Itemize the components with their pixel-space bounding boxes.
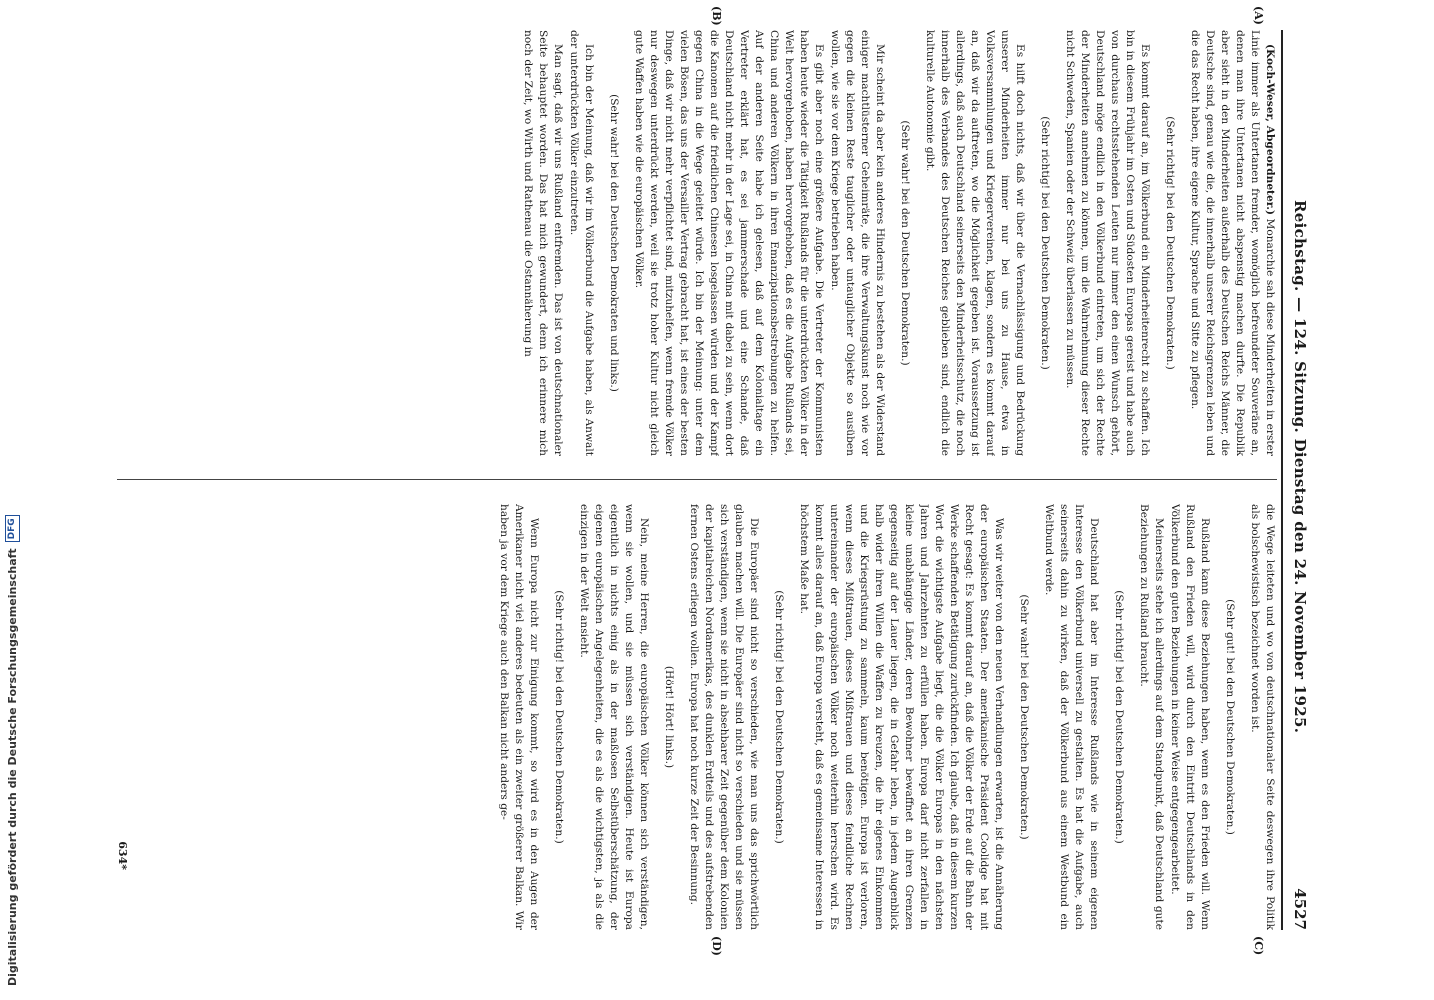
- scanned-page: [105, 6, 1315, 956]
- speech-paragraph: Man sagt, daß wir uns Rußland entfremden. Das ist von deutschnationaler Seite behauptet worden. Das hat mich gewundert, denn ich erinnere mich noch der Zeit, wo Wirth und Rathenau die Ostannäherung in: [522, 30, 564, 456]
- interjection: (Sehr richtig! bei den Deutschen Demokraten.): [1039, 116, 1051, 370]
- digitization-credit: [0, 0, 24, 1000]
- speech-paragraph: Rußland kann diese Beziehungen haben, wenn es den Frieden will. Wenn Rußland den Frieden will, wird durch den Eintritt Deutschlands in den Völkerbund den guten Beziehungen in keiner Weise entgegengearbeitet.: [1169, 504, 1211, 930]
- interjection: (Hört! Hört! links.): [663, 665, 675, 769]
- speech-paragraph: Nein, meine Herren, die europäischen Völker können sich verständigen, wenn sie wollen, und sie müssen sich verständigen. Heute ist Europa eigentlich in nichts einig als in der maßlosen Selbstüberschätzung, der eigenen europäischen Angelegenheiten, die es als die wichtigsten, ja als die einzigen in der Welt ansieht.: [578, 504, 650, 930]
- interjection: (Sehr wahr! bei den Deutschen Demokraten.): [1018, 594, 1030, 840]
- speaker-name: (Koch-Weser, Abgeordneter.): [1264, 44, 1276, 216]
- margin-marker-d: (D): [710, 936, 723, 956]
- margin-marker-b: (B): [710, 6, 723, 26]
- interjection: (Sehr wahr! bei den Deutschen Demokraten und links.): [608, 94, 620, 392]
- speech-paragraph: Was wir weiter von den neuen Verhandlungen erwarten, ist die Annäherung der europäischen Staaten. Der amerikanische Präsident Coolidge hat mit Recht gesagt: Es kommt darauf an, daß die Völker der Erde auf die Bahn der Werke schaffenden Betätigung zurückfinden. Ich glaube, daß in diesem kurzen Wort die wichtigste Aufgabe liegt, die die Völker Europas in den nächsten Jahren und Jahrzehnten zu erfüllen haben. Europa darf nicht zerfallen in kleine unabhängige Länder, deren Bewohner bewaffnet an ihren Grenzen gegenseitig auf der Lauer liegen, die in Gefahr leben, in jedem Augenblick halb wider ihren Willen die Waffen zu kreuzen, die ihr eigenes Einkommen und die Kriegsrüstung zu sammeln, kaum benötigen. Europa ist verloren, wenn dieses Mißtrauen, dieses Mißtrauen und dieses feindliche Rechnen untereinander der europäischen Völker noch weiterhin herrschen wird. Es kommt alles darauf an, daß Europa versteht, daß es gemeinsame Interessen in höchstem Maße hat.: [798, 504, 1005, 930]
- text-column-left: [111, 30, 1277, 456]
- margin-marker-c: (C): [1252, 936, 1265, 956]
- speech-paragraph: Es kommt darauf an, im Völkerbund ein Minderheitenrecht zu schaffen. Ich bin in diesem Frühjahr im Osten und Südosten Europas gereist und habe auch von durchaus rechtsstehenden Leuten nur immer den einen Wunsch gehört, Deutschland möge endlich in den Völkerbund eintreten, um sich der Rechte der Minderheiten annehmen zu können, um die Wahrnehmung dieser Rechte nicht Schweden, Spanien oder der Schweiz überlassen zu müssen.: [1064, 30, 1151, 456]
- interjection: (Sehr richtig! bei den Deutschen Demokraten.): [1164, 116, 1176, 370]
- interjection: (Sehr gut! bei den Deutschen Demokraten.): [1224, 599, 1236, 835]
- credit-text: Digitalisierung gefördert durch die Deutsche Forschungsgemeinschaft: [5, 548, 19, 986]
- speech-text: Monarchie sah diese Minderheiten in erster Linie immer als Untertanen fremder, womöglich befreundeter Souveräne an, denen man ihre Untertanen nicht abspenstig machen durfte. Die Republik aber sieht in den Minderheiten außerhalb des Deutschen Reichs Männer, die Deutsche sind, genau wie die, die innerhalb unserer Reichsgrenzen leben und die das Recht haben, ihre eigene Kultur, Sprache und Sitte zu pflegen.: [1189, 30, 1276, 456]
- speech-paragraph: Mir scheint da aber kein anderes Hindernis zu bestehen als der Widerstand einiger machtlüsterner Geheimräte, die ihre Verwaltungskunst noch wie vor gegen die kleinen Reste tauglicher oder untauglicher Objekte so ausüben wollen, wie sie vor dem Kriege betrieben haben.: [829, 30, 886, 456]
- speech-paragraph: die Wege leiteten und wo von deutschnationaler Seite deswegen ihre Politik als bolschewistisch bezeichnet worden ist.: [1249, 504, 1276, 930]
- speech-paragraph: Es gibt aber noch eine größere Aufgabe. Die Vertreter der Kommunisten haben heute wieder die Tätigkeit Rußlands für die unterdrückten Völker in der Welt hervorgehoben, haben hervorgehoben, daß es die Aufgabe Rußlands sei, China und anderen Völkern in ihren Emanzipationsbestrebungen zu helfen. Auf der anderen Seite habe ich gelesen, daß auf dem Kolonialtage ein Vertreter erklärt hat, es sei jammerschade und eine Schande, daß Deutschland nicht mehr in der Lage sei, in China mit dabei zu sein, wenn dort die Kanonen auf die friedlichen Chinesen losgelassen würden und der Kampf gegen China in die Wege geleitet würde. Ich bin der Meinung: unter dem vielen Bösen, das uns der Versailler Vertrag gebracht hat, ist eines der besten Dinge, daß wir nicht mehr verpflichtet sind, mitzuhelfen, wenn fremde Völker nur deswegen unterdrückt werden, weil sie trotz hoher Kultur nicht gleich gute Waffen haben wie die europäischen Völker.: [633, 30, 825, 456]
- speech-paragraph: Meinerseits stehe ich allerdings auf dem Standpunkt, daß Deutschland gute Beziehungen zu Rußland braucht.: [1138, 504, 1165, 930]
- speech-paragraph: Deutschland hat aber im Interesse Rußlands wie in seinem eigenen Interesse den Völkerbund universell zu gestalten. Es hat die Aufgabe, auch seinerseits dahin zu wirken, daß der Völkerbund aus einem Westbund ein Weltbund werde.: [1043, 504, 1100, 930]
- margin-marker-a: (A): [1252, 6, 1265, 25]
- column-divider: [117, 479, 1277, 480]
- dfg-logo-icon: DFG: [5, 515, 20, 542]
- speech-paragraph: Wenn Europa nicht zur Einigung kommt, so wird es in den Augen der Amerikaner nicht viel anderes bedeuten als ein zweiter größerer Balkan. Wir haben ja vor dem Kriege auch den Balkan nicht anders ge-: [498, 504, 540, 930]
- interjection: (Sehr richtig! bei den Deutschen Demokraten.): [553, 590, 565, 844]
- running-title: Reichstag. — 124. Sitzung. Dienstag den 24. November 1925.: [1291, 200, 1309, 734]
- sheet-signature: 634*: [116, 841, 129, 870]
- text-column-right: [111, 504, 1277, 930]
- interjection: (Sehr richtig! bei den Deutschen Demokraten.): [773, 590, 785, 844]
- interjection: (Sehr richtig! bei den Deutschen Demokraten.): [1113, 590, 1125, 844]
- page-number: 4527: [1291, 888, 1309, 930]
- interjection: (Sehr wahr! bei den Deutschen Demokraten.): [899, 120, 911, 366]
- speech-paragraph: Es hilft doch nichts, daß wir über die Vernachlässigung und Bedrückung unserer Minderheiten immer nur bei uns zu Hause, etwa in Volksversammlungen und Kriegervereinen, klagen, sondern es kommt darauf an, daß wir da auftreten, wo die Möglichkeit gegeben ist. Voraussetzung ist allerdings, daß auch Deutschland seinerseits den Minderheitsschutz, die noch innerhalb des Verbandes des Deutschen Reiches geblieben sind, endlich die kulturelle Autonomie gibt.: [924, 30, 1026, 456]
- speech-paragraph: [1187, 30, 1277, 456]
- page-header: [1281, 30, 1315, 930]
- speech-paragraph: Ich bin der Meinung, daß wir im Völkerbund die Aufgabe haben, als Anwalt der unterdrückten Völker einzutreten.: [568, 30, 595, 456]
- speech-paragraph: Die Europäer sind nicht so verschieden, wie man uns das sprichwörtlich glauben machen will. Die Europäer sind nicht so verschieden und sie müssen sich verständigen, wenn sie nicht in absehbarer Zeit gegenüber dem Kolonien der kapitalreichen Nordamerikas, des dunklen Erdteils und des aufstrebenden fernen Ostens erliegen wollen. Europa hat noch kurze Zeit der Besinnung.: [688, 504, 760, 930]
